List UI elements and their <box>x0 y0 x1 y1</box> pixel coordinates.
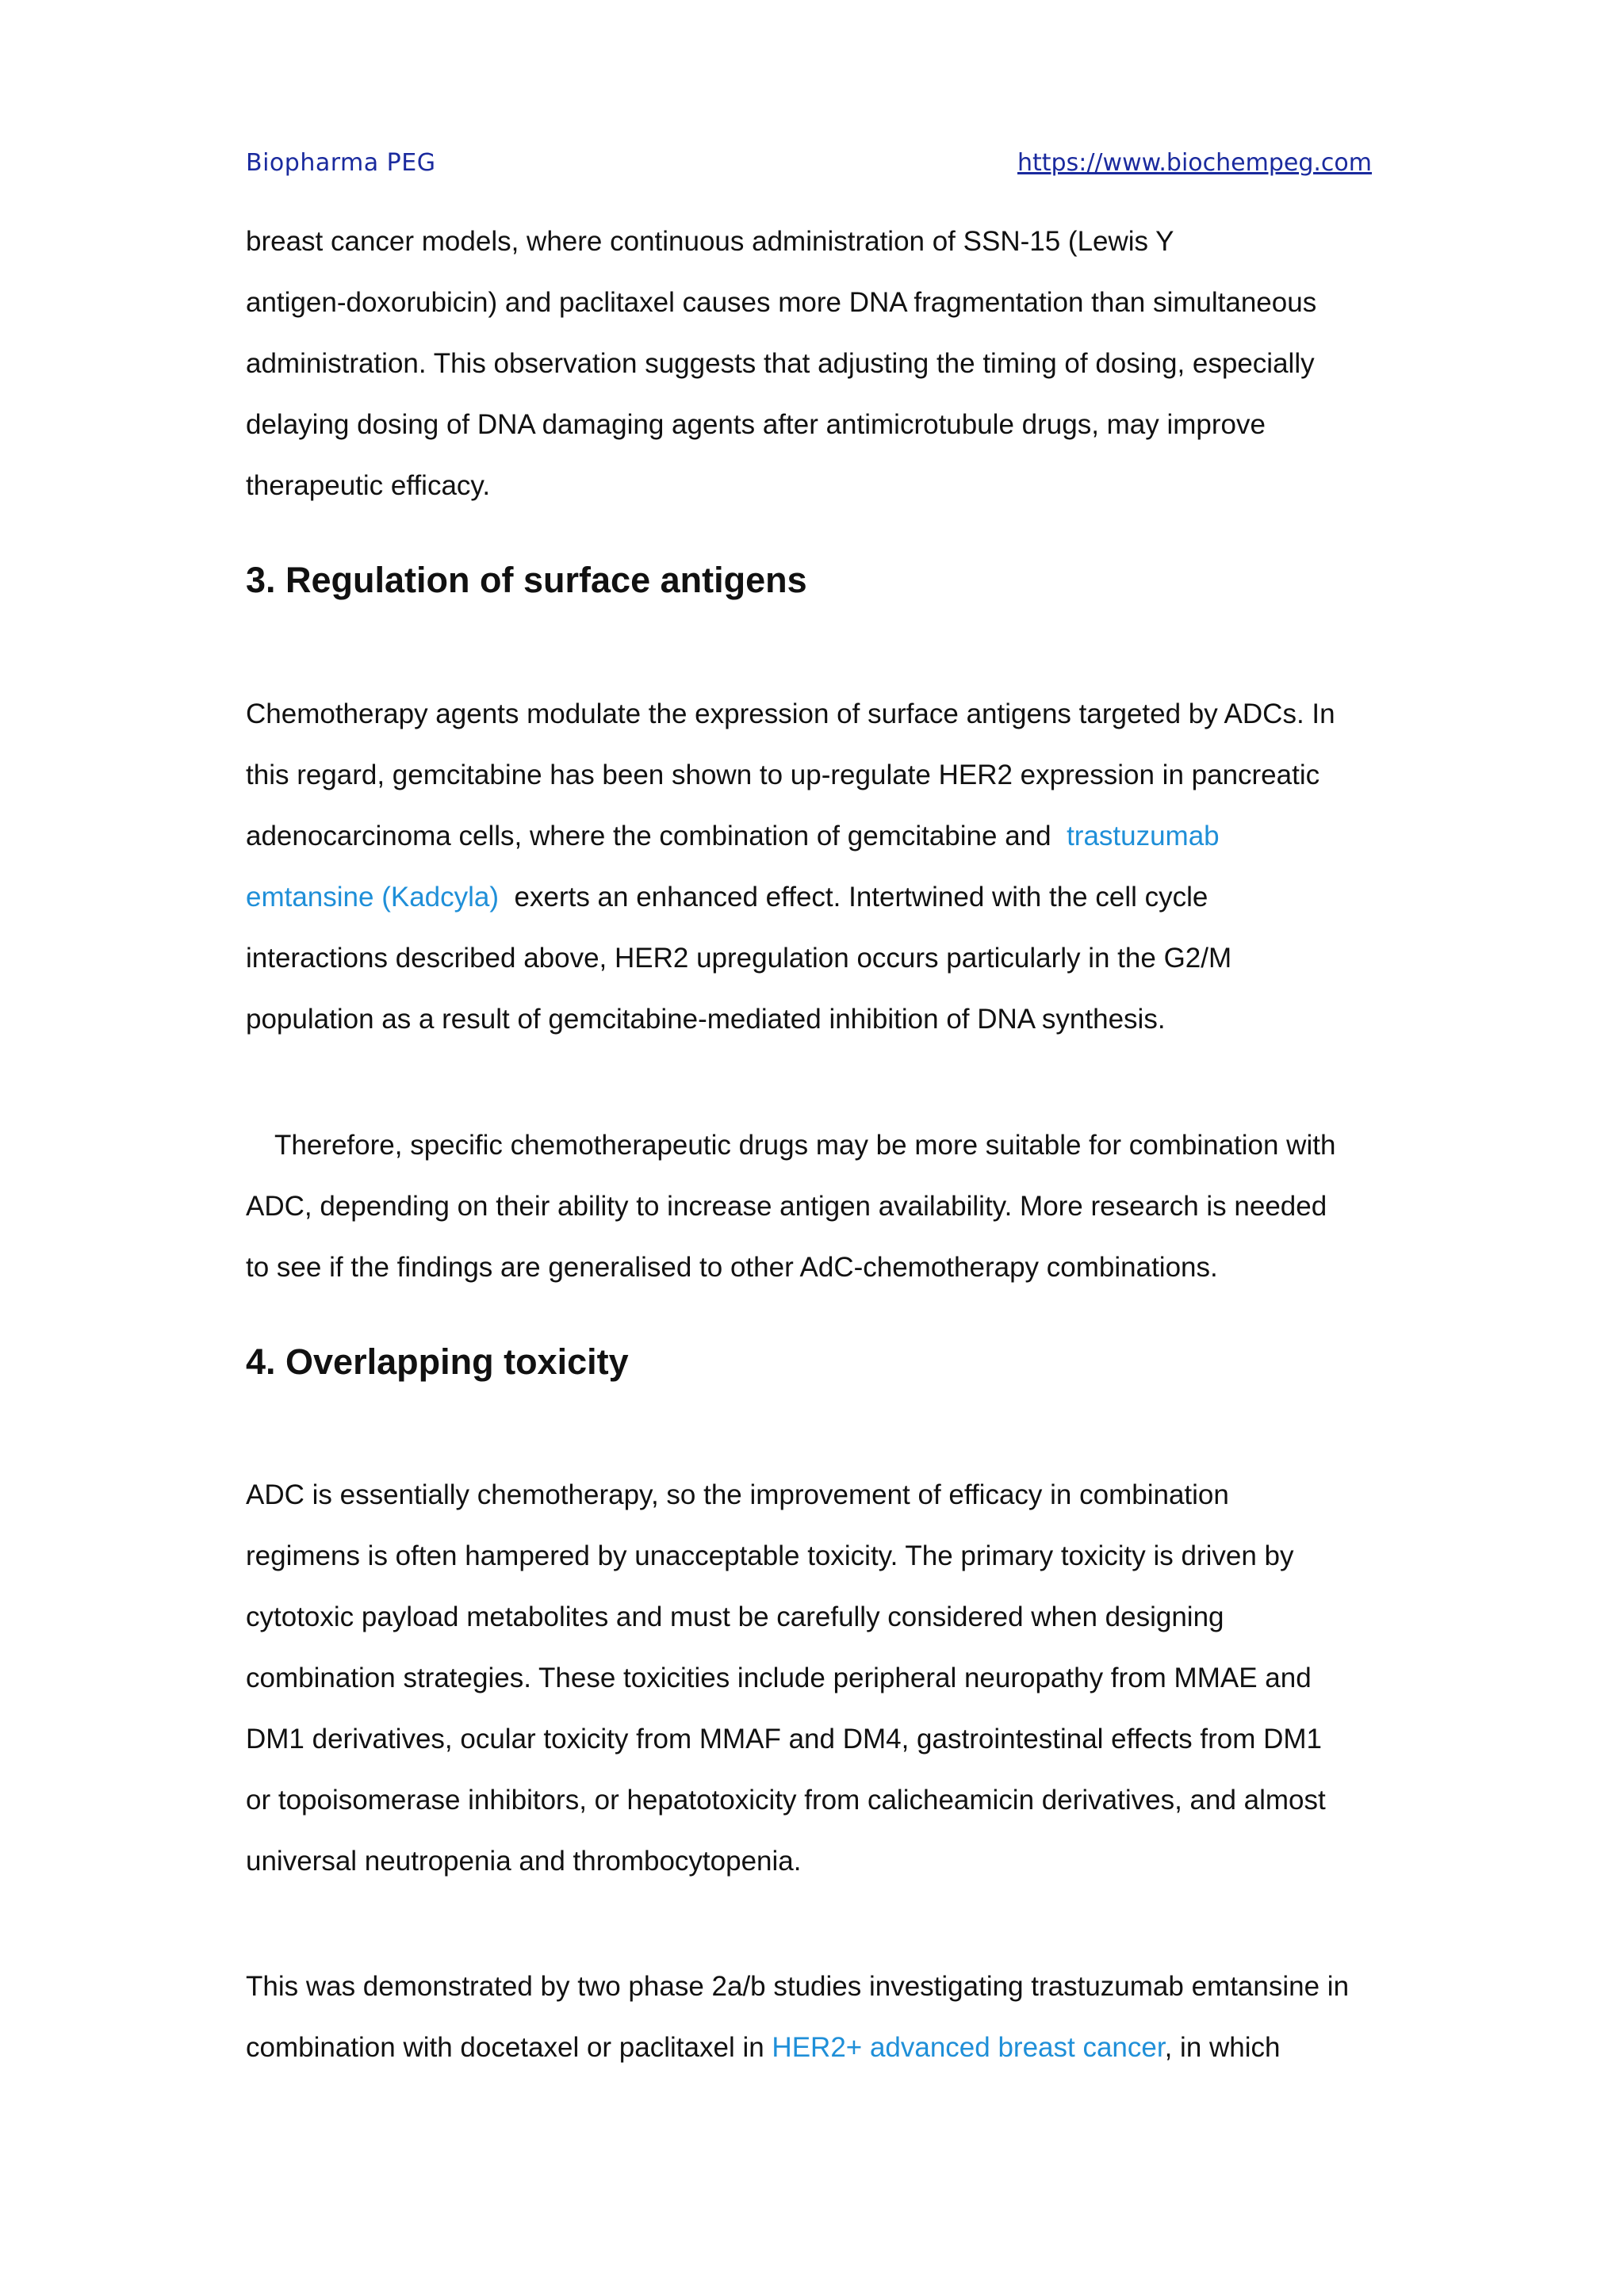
paragraph-4 <box>246 1464 1388 1892</box>
text-line: universal neutropenia and thrombocytopenia. <box>246 1846 802 1877</box>
text-line: cytotoxic payload metabolites and must be carefully considered when designing <box>246 1601 1224 1632</box>
text-segment: adenocarcinoma cells, where the combination of gemcitabine and <box>246 821 1059 851</box>
text-line: antigen-doxorubicin) and paclitaxel causes more DNA fragmentation than simultaneous <box>246 287 1317 318</box>
paragraph-3 <box>246 1115 1388 1298</box>
text-line: Therefore, specific chemotherapeutic drugs may be more suitable for combination with <box>274 1130 1336 1161</box>
text-line: therapeutic efficacy. <box>246 470 491 501</box>
page-header <box>246 149 1372 184</box>
text-line: this regard, gemcitabine has been shown to up-regulate HER2 expression in pancreatic <box>246 760 1320 790</box>
her2-breast-cancer-link[interactable]: HER2+ advanced breast cancer <box>772 2032 1165 2063</box>
text-segment: combination with docetaxel or paclitaxel in <box>246 2032 772 2063</box>
paragraph-2 <box>246 683 1388 1050</box>
text-line <box>246 867 1388 928</box>
text-line: Chemotherapy agents modulate the expression of surface antigens targeted by ADCs. In <box>246 698 1335 729</box>
text-line: ADC is essentially chemotherapy, so the improvement of efficacy in combination <box>246 1479 1229 1510</box>
text-line: regimens is often hampered by unacceptable toxicity. The primary toxicity is driven by <box>246 1540 1294 1571</box>
paragraph-1 <box>246 211 1388 516</box>
paragraph-5 <box>246 1956 1388 2078</box>
text-line: DM1 derivatives, ocular toxicity from MMAF and DM4, gastrointestinal effects from DM1 <box>246 1724 1323 1755</box>
text-line: population as a result of gemcitabine-mediated inhibition of DNA synthesis. <box>246 1004 1166 1035</box>
kadcyla-link-part1[interactable]: trastuzumab <box>1067 821 1220 851</box>
section-heading-overlapping-toxicity: 4. Overlapping toxicity <box>246 1341 629 1382</box>
text-line: breast cancer models, where continuous administration of SSN-15 (Lewis Y <box>246 226 1174 257</box>
text-line: interactions described above, HER2 upregulation occurs particularly in the G2/M <box>246 943 1232 974</box>
text-line: administration. This observation suggests that adjusting the timing of dosing, especially <box>246 348 1315 379</box>
text-segment: , in which <box>1164 2032 1281 2063</box>
text-line: This was demonstrated by two phase 2a/b studies investigating trastuzumab emtansine in <box>246 1971 1350 2002</box>
text-line: ADC, depending on their ability to increase antigen availability. More research is needed <box>246 1191 1327 1222</box>
text-line: or topoisomerase inhibitors, or hepatotoxicity from calicheamicin derivatives, and almost <box>246 1785 1326 1816</box>
website-link[interactable]: https://www.biochempeg.com <box>1017 149 1372 177</box>
text-line <box>246 806 1388 867</box>
kadcyla-link-part2[interactable]: emtansine (Kadcyla) <box>246 882 500 913</box>
section-heading-surface-antigens: 3. Regulation of surface antigens <box>246 560 807 600</box>
text-line: delaying dosing of DNA damaging agents after antimicrotubule drugs, may improve <box>246 409 1266 440</box>
text-line: to see if the findings are generalised to other AdC-chemotherapy combinations. <box>246 1252 1218 1283</box>
text-line: combination strategies. These toxicities include peripheral neuropathy from MMAE and <box>246 1663 1312 1693</box>
text-line <box>246 2017 1388 2078</box>
text-segment: exerts an enhanced effect. Intertwined with the cell cycle <box>506 882 1208 913</box>
brand-name: Biopharma PEG <box>246 149 436 177</box>
